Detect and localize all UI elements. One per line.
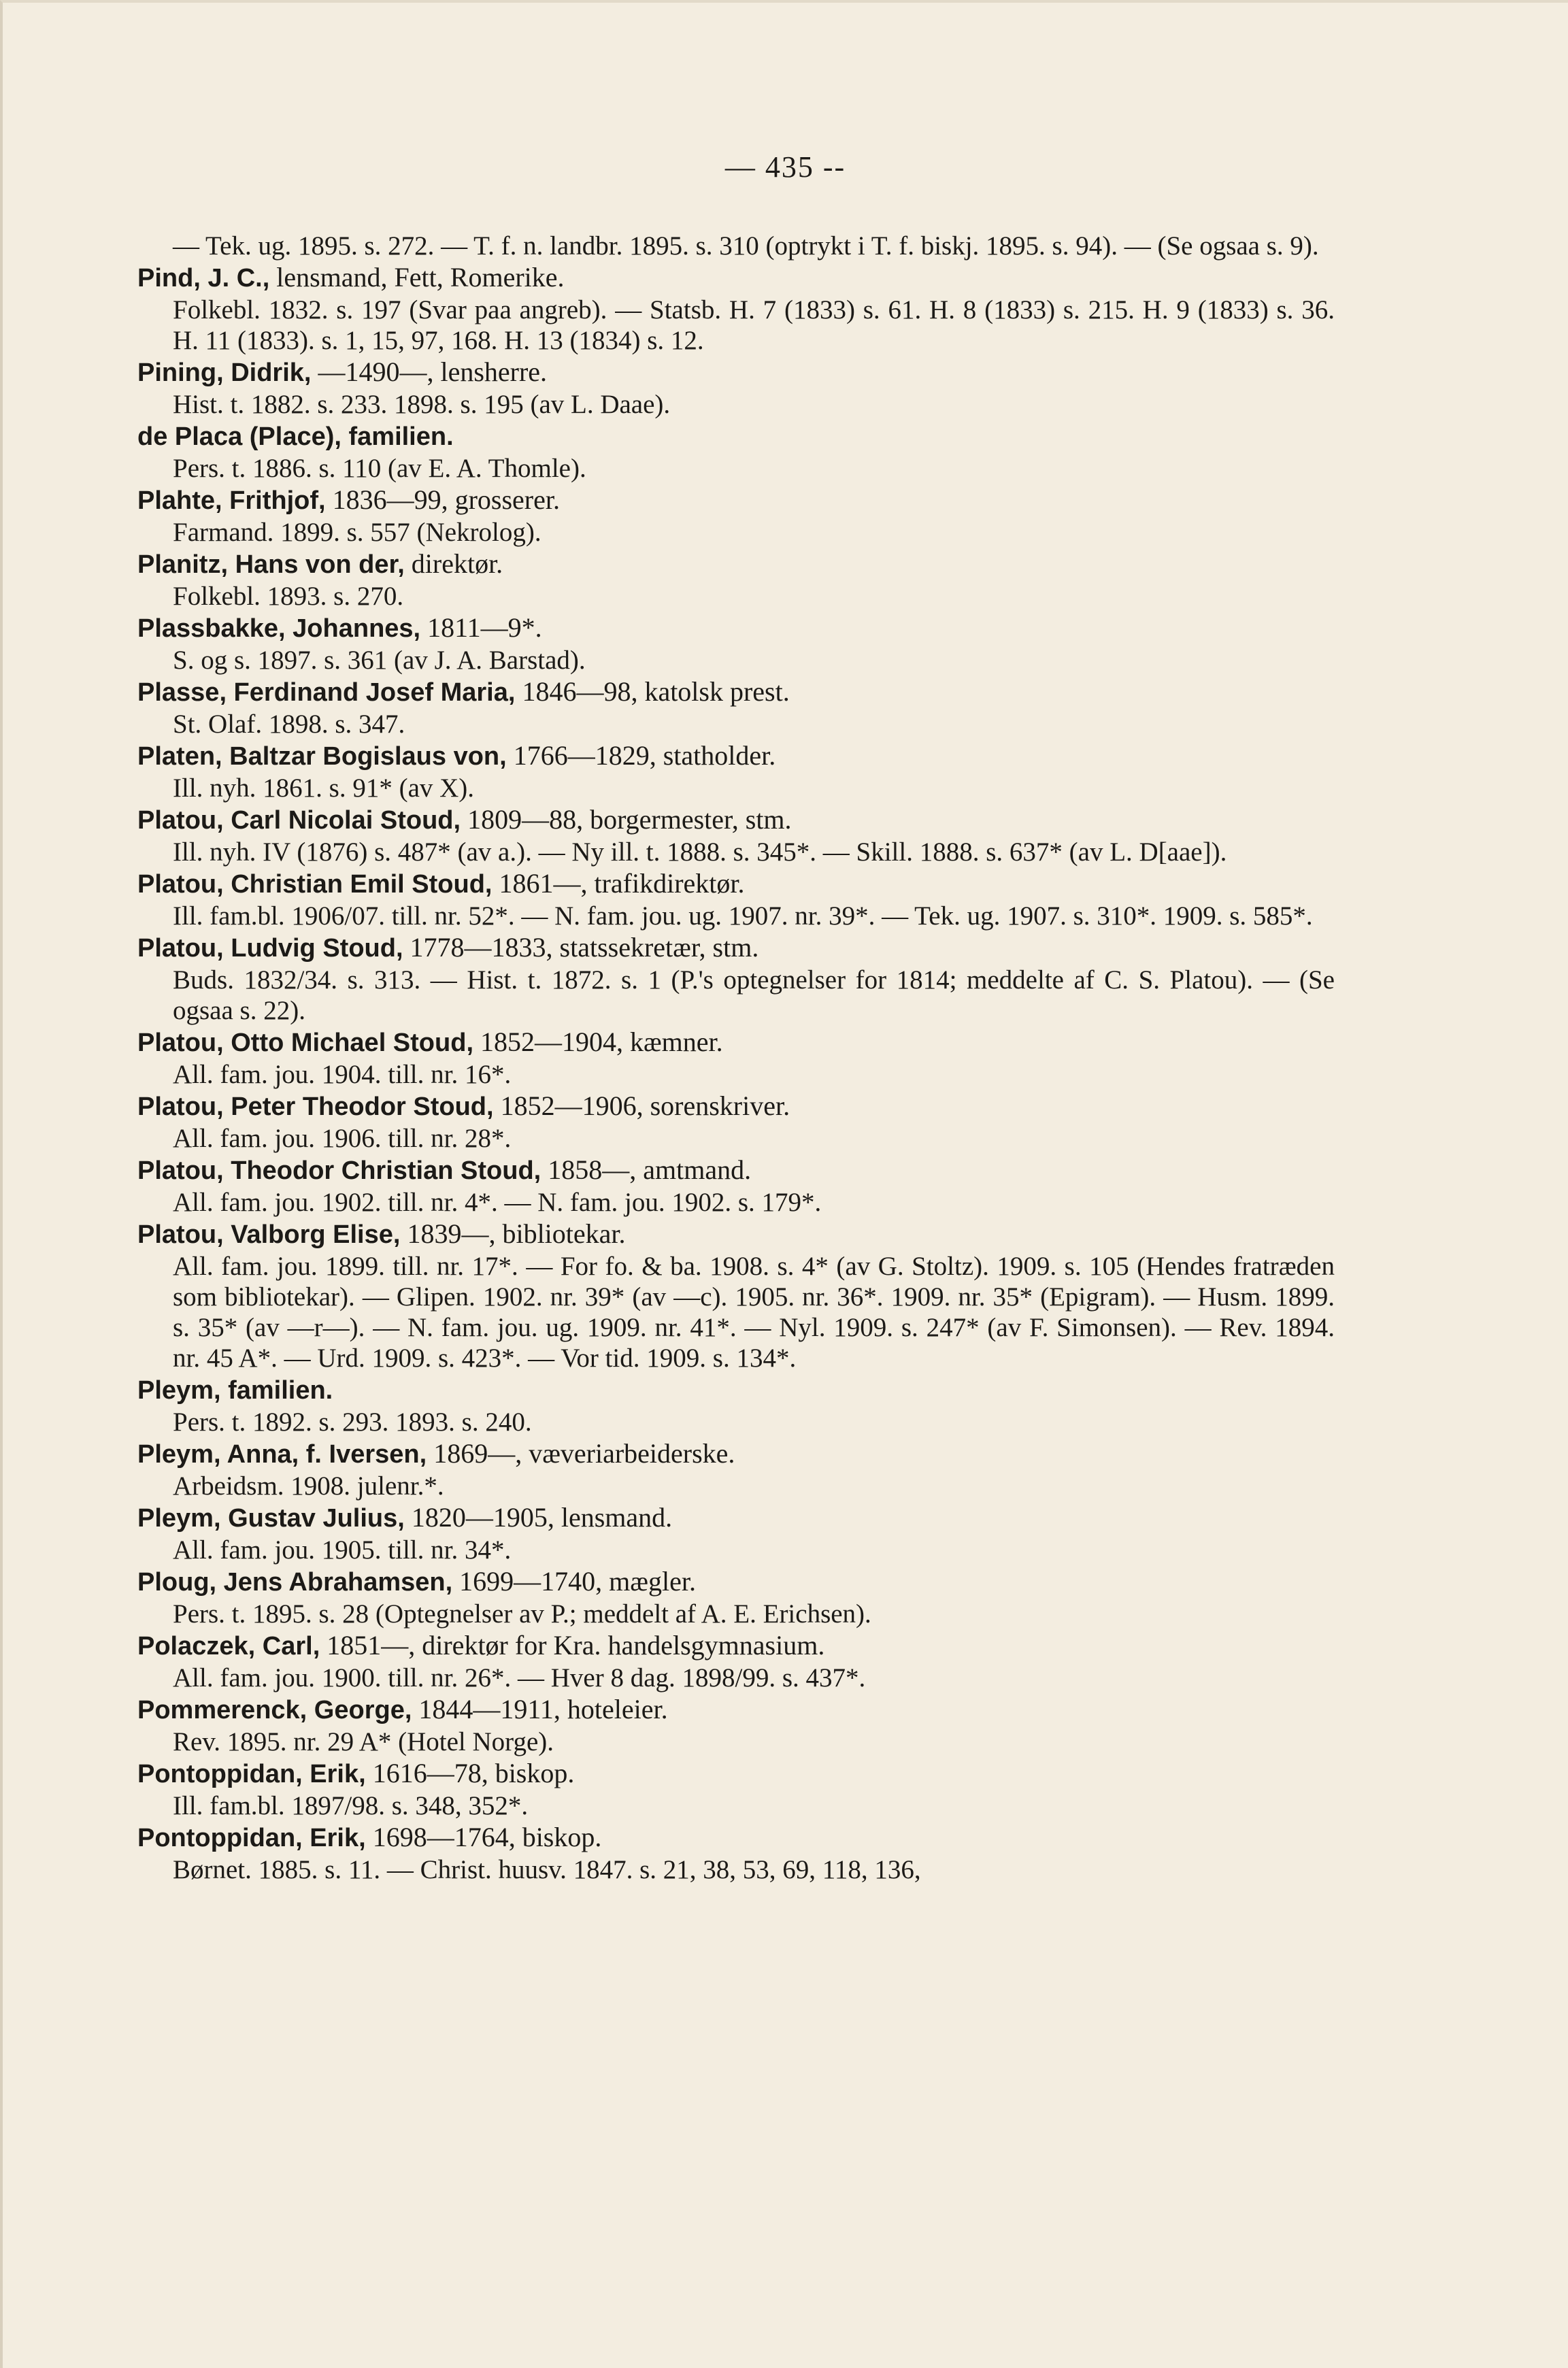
entry-name: Platou, Peter Theodor Stoud, bbox=[137, 1093, 494, 1121]
register-entry bbox=[137, 1026, 1335, 1090]
entry-references: St. Olaf. 1898. s. 347. bbox=[173, 710, 405, 739]
entry-name: Pleym, familien. bbox=[137, 1376, 333, 1405]
entry-name: Pleym, Anna, f. Iversen, bbox=[137, 1440, 427, 1469]
register-entry bbox=[137, 1154, 1335, 1218]
entry-description: 1811—9*. bbox=[420, 612, 542, 643]
entry-heading bbox=[137, 612, 1335, 645]
entry-heading bbox=[137, 1154, 1335, 1187]
entry-description: 1839—, bibliotekar. bbox=[400, 1218, 626, 1249]
entry-description: 1846—98, katolsk prest. bbox=[515, 676, 790, 707]
register-entry bbox=[137, 1218, 1335, 1373]
entry-name: Planitz, Hans von der, bbox=[137, 550, 405, 579]
entry-name: Pind, J. C., bbox=[137, 264, 270, 293]
entry-heading bbox=[137, 356, 1335, 389]
entry-references: Pers. t. 1895. s. 28 (Optegnelser av P.; meddelt af A. E. Erichsen). bbox=[173, 1599, 871, 1629]
register-entry bbox=[137, 1757, 1335, 1821]
entry-references: All. fam. jou. 1899. till. nr. 17*. — For fo. & ba. 1908. s. 4* (av G. Stoltz). 1909. s. 105 (Hendes fratræden som bibliotekar). — Glipen. 1902. nr. 39* (av —c). 1905. nr. 36*. 1909. nr. 35* (Epigram). — Husm. 1899. s. 35* (av —r—). — N. fam. jou. ug. 1909. nr. 41*. — Nyl. 1909. s. 247* (av F. Simonsen). — Rev. 1894. nr. 45 A*. — Urd. 1909. s. 423*. — Vor tid. 1909. s. 134*. bbox=[173, 1252, 1335, 1373]
entry-name: Polaczek, Carl, bbox=[137, 1632, 320, 1661]
entry-heading bbox=[137, 1373, 1335, 1407]
entry-heading bbox=[137, 867, 1335, 901]
register-entry bbox=[137, 484, 1335, 548]
entry-heading bbox=[137, 931, 1335, 965]
entry-name: Platou, Theodor Christian Stoud, bbox=[137, 1156, 541, 1185]
entry-references: Ill. nyh. IV (1876) s. 487* (av a.). — Ny ill. t. 1888. s. 345*. — Skill. 1888. s. 637* (av L. D[aae]). bbox=[173, 837, 1227, 867]
entry-references: All. fam. jou. 1902. till. nr. 4*. — N. fam. jou. 1902. s. 179*. bbox=[173, 1188, 822, 1217]
entry-description: 1778—1833, statssekretær, stm. bbox=[403, 932, 759, 963]
register-entry bbox=[137, 1693, 1335, 1757]
entry-description: 1858—, amtmand. bbox=[541, 1154, 752, 1185]
entry-description: 1852—1906, sorenskriver. bbox=[493, 1090, 790, 1121]
entry-name: Platou, Otto Michael Stoud, bbox=[137, 1029, 473, 1057]
register-entry bbox=[137, 261, 1335, 356]
entry-references: Pers. t. 1892. s. 293. 1893. s. 240. bbox=[173, 1407, 532, 1437]
register-entry bbox=[137, 676, 1335, 739]
entry-references: All. fam. jou. 1905. till. nr. 34*. bbox=[173, 1535, 512, 1565]
register-entry bbox=[137, 1090, 1335, 1154]
entry-name: Platou, Christian Emil Stoud, bbox=[137, 870, 493, 899]
register-entry bbox=[137, 803, 1335, 867]
entry-heading bbox=[137, 1501, 1335, 1535]
entry-references: Buds. 1832/34. s. 313. — Hist. t. 1872. s. 1 (P.'s optegnelser for 1814; meddelte af C. S. Platou). — (Se ogsaa s. 22). bbox=[173, 965, 1335, 1025]
entry-description: 1851—, direktør for Kra. handelsgymnasium. bbox=[320, 1630, 825, 1661]
entry-name: Pommerenck, George, bbox=[137, 1696, 412, 1724]
entry-name: Plasse, Ferdinand Josef Maria, bbox=[137, 678, 516, 707]
entry-references: S. og s. 1897. s. 361 (av J. A. Barstad). bbox=[173, 646, 586, 675]
entry-heading bbox=[137, 1218, 1335, 1251]
register-entry bbox=[137, 420, 1335, 484]
register-entry bbox=[137, 1373, 1335, 1437]
entry-references: All. fam. jou. 1906. till. nr. 28*. bbox=[173, 1124, 512, 1153]
entry-description: 1766—1829, statholder. bbox=[506, 740, 776, 771]
register-entry bbox=[137, 1501, 1335, 1565]
entry-heading bbox=[137, 1437, 1335, 1471]
entry-description: 1809—88, borgermester, stm. bbox=[461, 804, 792, 835]
entry-references: Folkebl. 1832. s. 197 (Svar paa angreb). — Statsb. H. 7 (1833) s. 61. H. 8 (1833) s. 215. H. 9 (1833) s. 36. H. 11 (1833). s. 1, 15, 97, 168. H. 13 (1834) s. 12. bbox=[173, 295, 1335, 355]
entry-description: lensmand, Fett, Romerike. bbox=[269, 262, 565, 293]
entry-description: 1852—1904, kæmner. bbox=[473, 1027, 723, 1057]
entry-description: 1836—99, grosserer. bbox=[325, 484, 560, 515]
entry-name: Pleym, Gustav Julius, bbox=[137, 1504, 405, 1533]
entry-references: Ill. nyh. 1861. s. 91* (av X). bbox=[173, 773, 475, 803]
entry-description: direktør. bbox=[404, 548, 503, 579]
entry-heading bbox=[137, 739, 1335, 773]
register-entry bbox=[137, 1629, 1335, 1693]
entry-name: Pontoppidan, Erik, bbox=[137, 1760, 366, 1788]
register-entry bbox=[137, 356, 1335, 420]
entry-heading bbox=[137, 1090, 1335, 1123]
entry-description: —1490—, lensherre. bbox=[311, 356, 548, 387]
entry-references: Børnet. 1885. s. 11. — Christ. huusv. 1847. s. 21, 38, 53, 69, 118, 136, bbox=[173, 1855, 921, 1884]
entry-heading bbox=[137, 1821, 1335, 1854]
register-entries bbox=[137, 231, 1335, 1885]
entry-name: Plassbakke, Johannes, bbox=[137, 614, 421, 643]
entry-heading bbox=[137, 1565, 1335, 1599]
entry-references: Hist. t. 1882. s. 233. 1898. s. 195 (av L. Daae). bbox=[173, 390, 671, 419]
entry-description: 1698—1764, biskop. bbox=[365, 1822, 602, 1852]
entry-heading bbox=[137, 1757, 1335, 1790]
entry-name: Pining, Didrik, bbox=[137, 358, 312, 387]
entry-references: All. fam. jou. 1904. till. nr. 16*. bbox=[173, 1060, 512, 1089]
entry-name: Ploug, Jens Abrahamsen, bbox=[137, 1568, 453, 1597]
entry-references: All. fam. jou. 1900. till. nr. 26*. — Hver 8 dag. 1898/99. s. 437*. bbox=[173, 1663, 866, 1692]
entry-references: Farmand. 1899. s. 557 (Nekrolog). bbox=[173, 518, 541, 547]
entry-heading bbox=[137, 548, 1335, 581]
entry-heading bbox=[137, 261, 1335, 295]
register-entry bbox=[137, 612, 1335, 676]
entry-references: Folkebl. 1893. s. 270. bbox=[173, 582, 404, 611]
entry-list bbox=[137, 261, 1335, 1885]
register-entry bbox=[137, 739, 1335, 803]
entry-heading bbox=[137, 1026, 1335, 1059]
entry-name: Pontoppidan, Erik, bbox=[137, 1824, 366, 1852]
entry-references: Rev. 1895. nr. 29 A* (Hotel Norge). bbox=[173, 1727, 554, 1756]
register-entry bbox=[137, 1437, 1335, 1501]
entry-references: Ill. fam.bl. 1897/98. s. 348, 352*. bbox=[173, 1791, 529, 1820]
entry-description: 1820—1905, lensmand. bbox=[404, 1502, 673, 1533]
entry-name: Platou, Carl Nicolai Stoud, bbox=[137, 806, 461, 835]
register-entry bbox=[137, 867, 1335, 931]
continuation-entry bbox=[137, 231, 1335, 261]
entry-description: 1861—, trafikdirektør. bbox=[492, 868, 745, 899]
entry-heading bbox=[137, 1629, 1335, 1663]
entry-heading bbox=[137, 1693, 1335, 1727]
entry-name: Plahte, Frithjof, bbox=[137, 486, 326, 515]
entry-name: Platou, Ludvig Stoud, bbox=[137, 934, 403, 963]
entry-name: de Placa (Place), familien. bbox=[137, 422, 454, 451]
page-number: — 435 -- bbox=[724, 150, 846, 184]
entry-description: 1844—1911, hoteleier. bbox=[412, 1694, 668, 1724]
entry-heading bbox=[137, 803, 1335, 837]
entry-references: — Tek. ug. 1895. s. 272. — T. f. n. landbr. 1895. s. 310 (optrykt i T. f. biskj. 1895. s. 94). — (Se ogsaa s. 9). bbox=[173, 231, 1319, 261]
entry-description: 1869—, væveriarbeiderske. bbox=[427, 1438, 735, 1469]
register-entry bbox=[137, 1821, 1335, 1885]
entry-description: 1699—1740, mægler. bbox=[452, 1566, 696, 1597]
entry-heading bbox=[137, 676, 1335, 709]
register-entry bbox=[137, 931, 1335, 1026]
register-entry bbox=[137, 548, 1335, 612]
entry-references: Arbeidsm. 1908. julenr.*. bbox=[173, 1471, 444, 1501]
entry-references: Pers. t. 1886. s. 110 (av E. A. Thomle). bbox=[173, 454, 586, 483]
entry-name: Platen, Baltzar Bogislaus von, bbox=[137, 742, 507, 771]
entry-references: Ill. fam.bl. 1906/07. till. nr. 52*. — N. fam. jou. ug. 1907. nr. 39*. — Tek. ug. 1907. s. 310*. 1909. s. 585*. bbox=[173, 901, 1313, 931]
entry-description: 1616—78, biskop. bbox=[365, 1758, 575, 1788]
entry-name: Platou, Valborg Elise, bbox=[137, 1220, 401, 1249]
entry-heading bbox=[137, 484, 1335, 517]
entry-heading bbox=[137, 420, 1335, 453]
register-entry bbox=[137, 1565, 1335, 1629]
